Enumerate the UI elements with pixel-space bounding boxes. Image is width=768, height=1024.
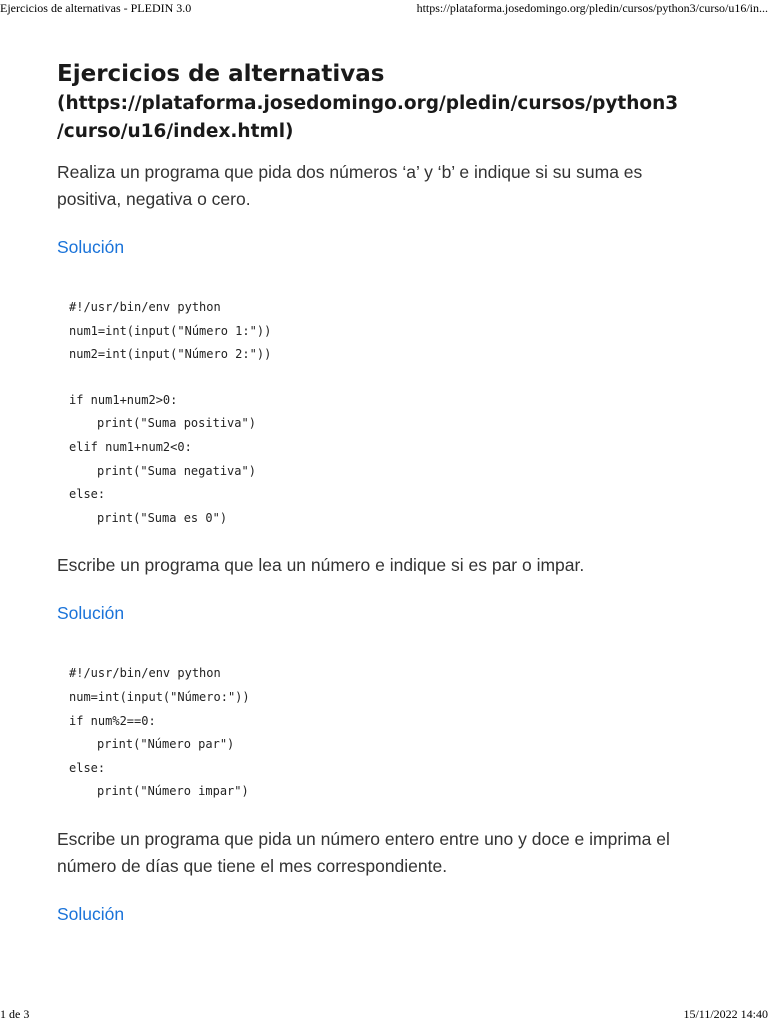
page-content [57, 58, 717, 928]
exercise-2-statement: Escribe un programa que lea un número e indique si es par o impar. [57, 555, 585, 576]
code-line: num=int(input("Número:")) [69, 689, 250, 704]
code-line: print("Número impar") [97, 784, 249, 799]
exercise-1-code-block [57, 296, 717, 530]
code-line: print("Suma positiva") [97, 416, 256, 431]
code-line: print("Suma negativa") [97, 463, 256, 478]
code-line: #!/usr/bin/env python [69, 666, 221, 681]
exercise-3-statement: Escribe un programa que pida un número entero entre uno y doce e imprima el número de días que tiene el mes correspondiente. [57, 828, 670, 876]
page-title-url-line2: /curso/u16/index.html) [57, 121, 294, 142]
code-line: #!/usr/bin/env python [69, 300, 221, 314]
code-line: num1=int(input("Número 1:")) [69, 323, 272, 338]
code-line: elif num1+num2<0: [69, 439, 192, 454]
exercise-2-solution-link[interactable]: Solución [57, 603, 125, 624]
code-line: else: [69, 760, 106, 775]
print-header-url: https://plataforma.josedomingo.org/pledin/cursos/python3/curso/u16/in... [416, 1, 768, 15]
exercise-1-statement: Realiza un programa que pida dos números ‘a’ y ‘b’ e indique si su suma es positiva, negativa o cero. [57, 162, 643, 209]
print-footer-page-number: 1 de 3 [0, 1007, 30, 1021]
page-title-main: Ejercicios de alternativas [57, 61, 385, 87]
exercise-1-solution-link[interactable]: Solución [57, 237, 125, 257]
code-line: if num%2==0: [69, 713, 156, 728]
code-line: num2=int(input("Número 2:")) [69, 347, 272, 362]
page-title [57, 58, 717, 146]
page-title-url-line1: (https://plataforma.josedomingo.org/pledin/cursos/python3 [57, 93, 679, 114]
page-title-url [57, 90, 717, 146]
code-line [69, 367, 717, 389]
print-header [0, 0, 768, 18]
code-line: if num1+num2>0: [69, 392, 178, 407]
print-header-title: Ejercicios de alternativas - PLEDIN 3.0 [0, 1, 192, 15]
print-footer [0, 1006, 768, 1024]
code-line: print("Suma es 0") [97, 510, 228, 525]
exercise-2-code-block [57, 662, 717, 804]
code-line: else: [69, 487, 106, 502]
code-line: print("Número par") [97, 737, 235, 752]
print-footer-datetime: 15/11/2022 14:40 [683, 1007, 768, 1021]
exercise-3-solution-link[interactable]: Solución [57, 903, 125, 924]
